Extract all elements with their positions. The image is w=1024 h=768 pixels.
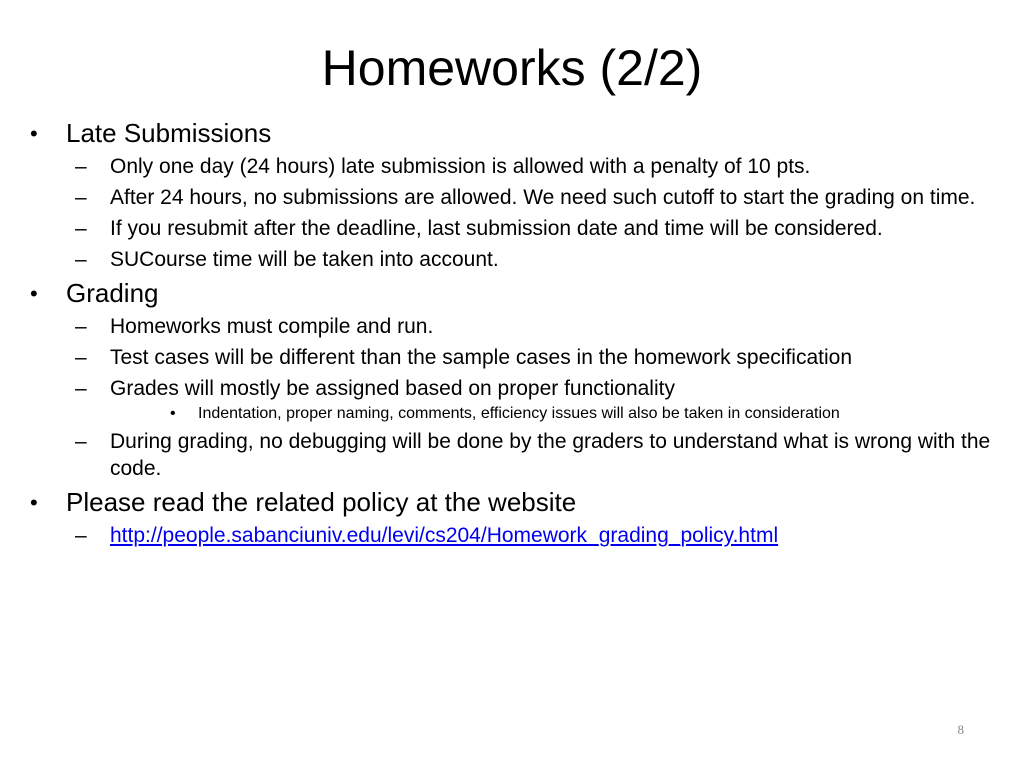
list-item-text: Grades will mostly be assigned based on proper functionality (110, 377, 675, 400)
list-item (66, 344, 994, 371)
list-item (66, 184, 994, 211)
list-item (66, 153, 994, 180)
list-item (66, 215, 994, 242)
dash-icon: – (75, 430, 87, 453)
bullet-policy (24, 486, 994, 549)
sub-sub-list (110, 403, 994, 424)
sub-list (66, 522, 994, 549)
slide-body (24, 114, 994, 553)
bullet-label: Late Submissions (66, 118, 272, 148)
page-number: 8 (957, 722, 964, 737)
sub-list (66, 153, 994, 273)
list-item (66, 522, 994, 549)
policy-link[interactable]: http://people.sabanciuniv.edu/levi/cs204/Homework_grading_policy.html (110, 524, 779, 547)
list-item (66, 246, 994, 273)
dash-icon: – (75, 315, 87, 338)
dash-icon: – (75, 248, 87, 271)
bullet-late-submissions (24, 117, 994, 273)
list-item (66, 313, 994, 340)
bullet-dot-icon: • (30, 490, 38, 515)
bullet-dot-icon: • (30, 281, 38, 306)
slide-title: Homeworks (2/2) (321, 40, 703, 96)
list-item-text: Test cases will be different than the sample cases in the homework specification (110, 346, 852, 369)
list-item-text: SUCourse time will be taken into account. (110, 248, 499, 271)
dash-icon: – (75, 217, 87, 240)
dash-icon: – (75, 346, 87, 369)
sub-list (66, 313, 994, 482)
dash-icon: – (75, 186, 87, 209)
list-item-text: Indentation, proper naming, comments, efficiency issues will also be taken in consideration (198, 405, 840, 422)
bullet-label: Grading (66, 278, 159, 308)
list-item (66, 428, 994, 482)
list-item-text: After 24 hours, no submissions are allowed. We need such cutoff to start the grading on time. (110, 186, 976, 209)
dash-icon: – (75, 155, 87, 178)
list-item (110, 403, 994, 424)
dash-icon: – (75, 377, 87, 400)
list-item-text: Only one day (24 hours) late submission is allowed with a penalty of 10 pts. (110, 155, 811, 178)
list-item-text: If you resubmit after the deadline, last submission date and time will be considered. (110, 217, 883, 240)
bullet-grading (24, 277, 994, 482)
list-item-text: Homeworks must compile and run. (110, 315, 434, 338)
list-item (66, 375, 994, 424)
bullet-label: Please read the related policy at the website (66, 487, 577, 517)
bullet-dot-icon: • (170, 405, 176, 422)
dash-icon: – (75, 524, 87, 547)
bullet-dot-icon: • (30, 121, 38, 146)
list-item-text: During grading, no debugging will be done by the graders to understand what is wrong with the code. (110, 430, 991, 480)
